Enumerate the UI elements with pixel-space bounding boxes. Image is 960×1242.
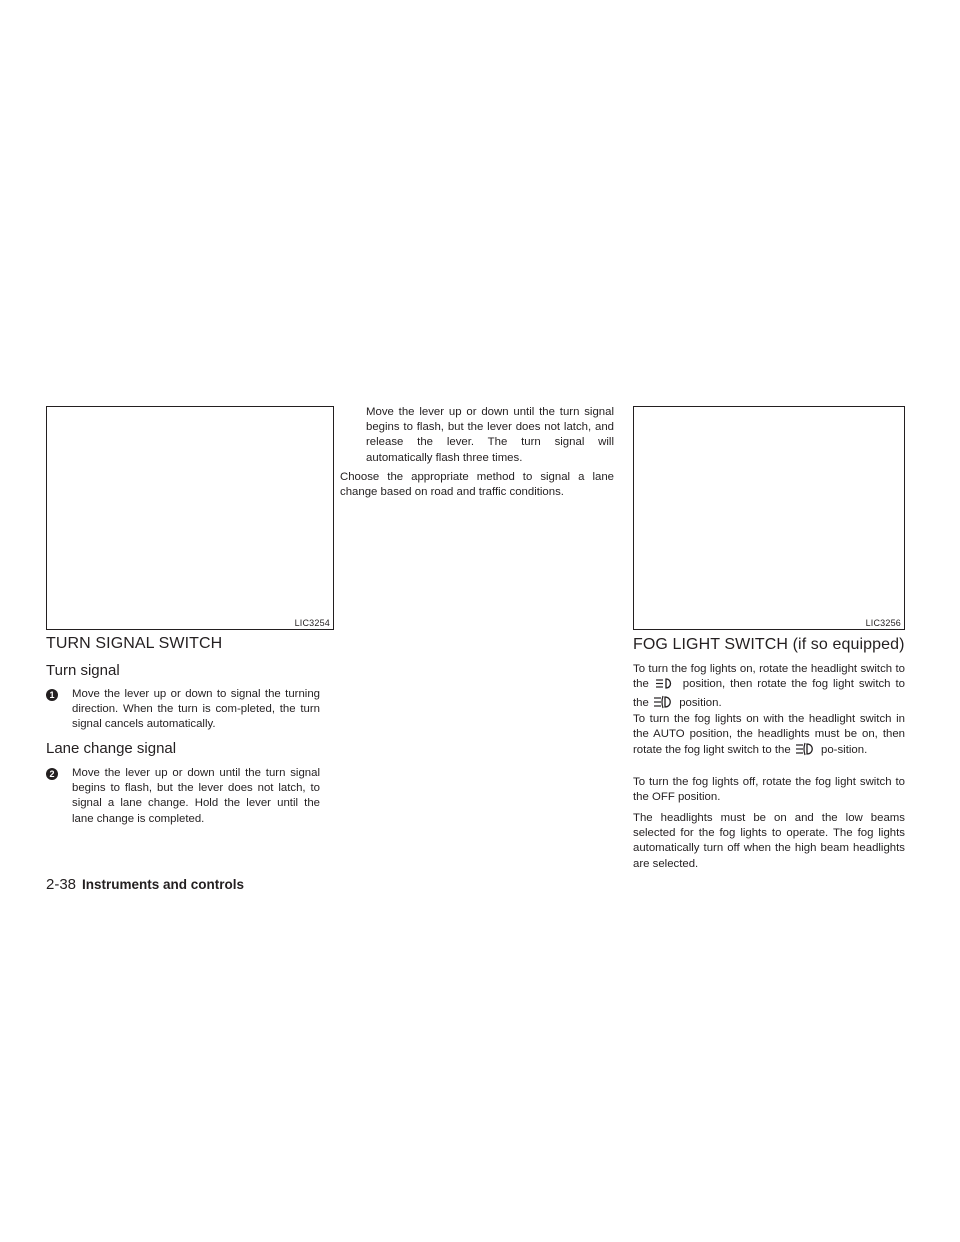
- figure-fog-light: [633, 406, 905, 630]
- figure-label: LIC3254: [294, 618, 330, 628]
- headlight-icon: [654, 677, 678, 695]
- step-text-1: Move the lever up or down to signal the turning direction. When the turn is com-pleted, the turn signal cancels automatically.: [72, 688, 320, 731]
- subheading-lane-change: Lane change signal: [46, 740, 177, 757]
- page-footer: [46, 876, 244, 893]
- fog-light-icon: [794, 742, 818, 761]
- page-number: 2-38: [46, 876, 77, 893]
- lane-change-paragraph: Choose the appropriate method to signal a lane change based on road and traffic conditions.: [340, 471, 614, 499]
- fog-paragraph-3: To turn the fog lights off, rotate the fog light switch to the OFF position.: [633, 776, 905, 804]
- step-number-1: 1: [46, 688, 58, 703]
- section-title-turn-signal: TURN SIGNAL SWITCH: [46, 635, 223, 652]
- step-number-2: 2: [46, 767, 58, 782]
- section-title-fog-light: FOG LIGHT SWITCH (if so equipped): [633, 636, 905, 653]
- fog-paragraph-1: To turn the fog lights on, rotate the headlight switch to the position, then rotate the fog light switch to the position.: [633, 662, 905, 715]
- chapter-title: Instruments and controls: [82, 877, 245, 892]
- step-text-2-continued: Move the lever up or down until the turn signal begins to flash, but the lever does not latch, and release the lever. The turn signal will automatically flash three times.: [366, 406, 614, 464]
- fog-paragraph-4: The headlights must be on and the low beams selected for the fog lights to operate. The fog lights automatically turn off when the high beam headlights are selected.: [633, 812, 905, 870]
- step-text-2: Move the lever up or down until the turn signal begins to flash, but the lever does not latch, to signal a lane change. Hold the lever until the lane change is completed.: [72, 767, 320, 825]
- subheading-turn-signal: Turn signal: [46, 662, 120, 679]
- figure-turn-signal: [46, 406, 334, 630]
- fog-paragraph-2: To turn the fog lights on with the headlight switch in the AUTO position, the headlights must be on, then rotate the fog light switch to the po-sition.: [633, 712, 905, 762]
- figure-label: LIC3256: [865, 618, 901, 628]
